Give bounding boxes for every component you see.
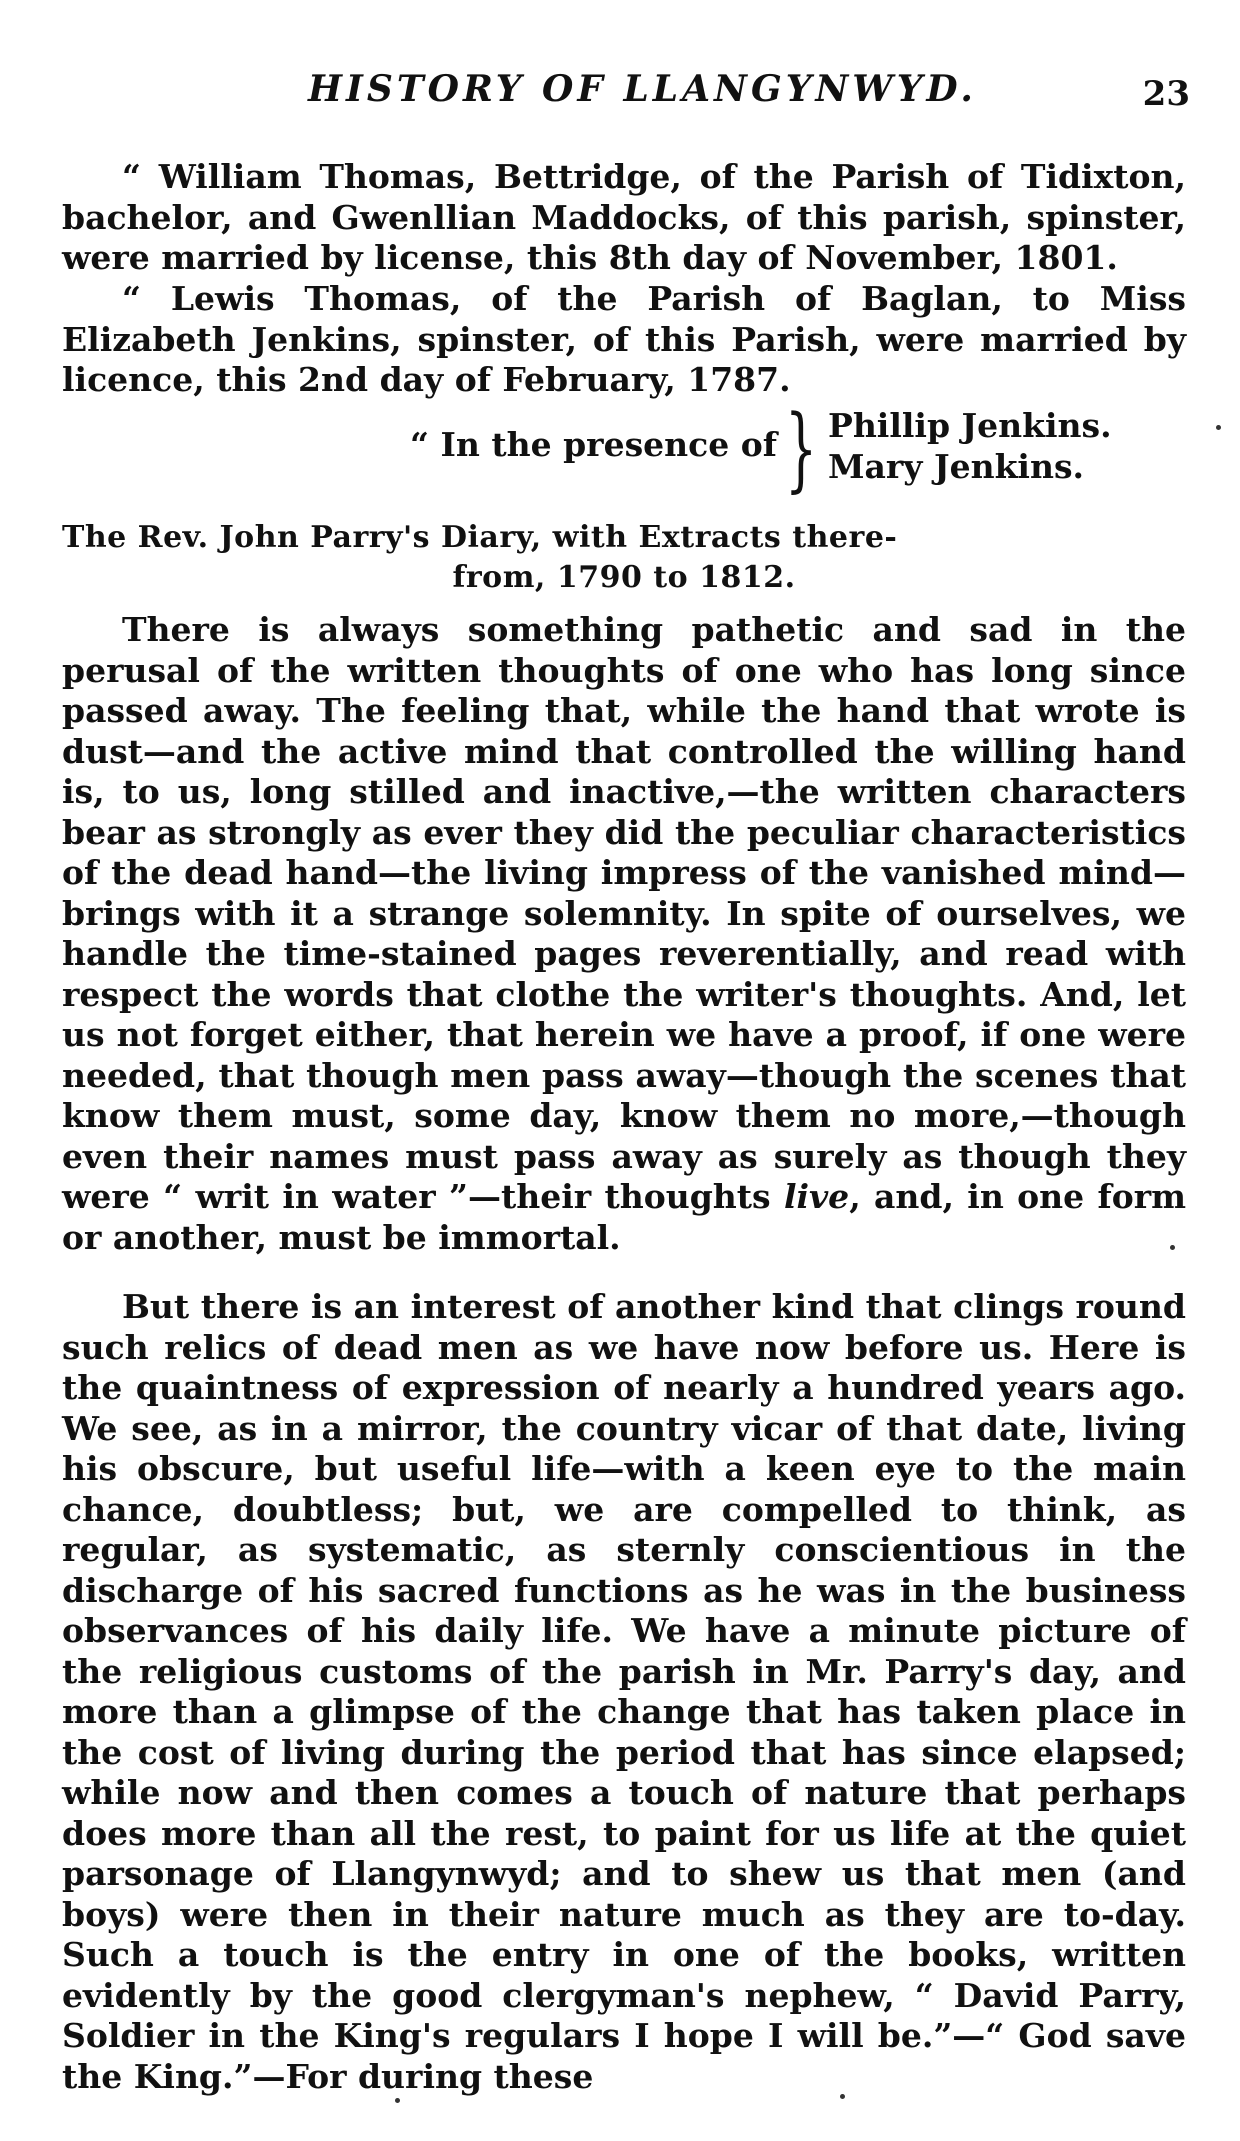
witness-lead-text: “ In the presence of [410,425,777,464]
section-heading-line-2: from, 1790 to 1812. [452,560,796,595]
paragraph-text: There is always something pathetic and sad in the perusal of the written thoughts of one who has long since passed away. The feeling that, while the hand that wrote is dust—and the active mind that controlled the willing hand is, to us, long stilled and inactive,—the written characters bear as strongly as ever they did the peculiar characteristics of the dead hand—the living impress of the vanished mind—brings with it a strange solemnity. In spite of ourselves, we handle the time-stained pages reverentially, and read with respect the words that clothe the writer's thoughts. And, let us not forget either, that herein we have a proof, if one were needed, that though men pass away—though the scenes that know them must, some day, know them no more,—though even their names must pass away as surely as though they were “ writ in water ”—their thoughts [62,610,1186,1216]
scan-speck [1170,1245,1175,1250]
marriage-entry-thomas-jenkins: “ Lewis Thomas, of the Parish of Baglan, to Miss Elizabeth Jenkins, spinster, of this Parish, were married by licence, this 2nd day of February, 1787. [62,279,1186,399]
emphasis-word: live [783,1177,850,1216]
page-header [60,68,1190,128]
paragraph-text: , and, in one form or another, must be immortal. [62,1177,1187,1257]
witness-name: Mary Jenkins. [828,447,1085,486]
witness-block [410,395,1170,502]
marriage-entry-thomas-maddocks: “ William Thomas, Bettridge, of the Parish of Tidixton, bachelor, and Gwenllian Maddocks, of this parish, spinster, were married by license, this 8th day of November, 1801. [62,157,1186,277]
page-number: 23 [1142,74,1190,114]
section-heading [62,518,1186,598]
witness-names [828,405,1112,487]
paragraph-pathetic-thoughts [62,610,1186,1258]
section-heading-line-1: The Rev. John Parry's Diary, with Extracts there- [62,520,898,555]
scan-speck [395,2098,400,2103]
witness-name: Phillip Jenkins. [828,406,1112,445]
scan-speck [1216,425,1221,430]
brace-glyph: } [785,395,818,502]
running-title: HISTORY OF LLANGYNWYD. [308,68,977,110]
scan-speck [840,2094,845,2099]
paragraph-relics-interest: But there is an interest of another kind that clings round such relics of dead men as we have now before us. Here is the quaintness of expression of nearly a hundred years ago. We see, as in a mirror, the country vicar of that date, living his obscure, but useful life—with a keen eye to the main chance, doubtless; but, we are compelled to think, as regular, as systematic, as sternly conscientious in the discharge of his sacred functions as he was in the business observances of his daily life. We have a minute picture of the religious customs of the parish in Mr. Parry's day, and more than a glimpse of the change that has taken place in the cost of living during the period that has since elapsed; while now and then comes a touch of nature that perhaps does more than all the rest, to paint for us life at the quiet parsonage of Llangynwyd; and to shew us that men (and boys) were then in their nature much as they are to-day. Such a touch is the entry in one of the books, written evidently by the good clergyman's nephew, “ David Parry, Soldier in the King's regulars I hope I will be.”—“ God save the King.”—For during these [62,1287,1186,2096]
